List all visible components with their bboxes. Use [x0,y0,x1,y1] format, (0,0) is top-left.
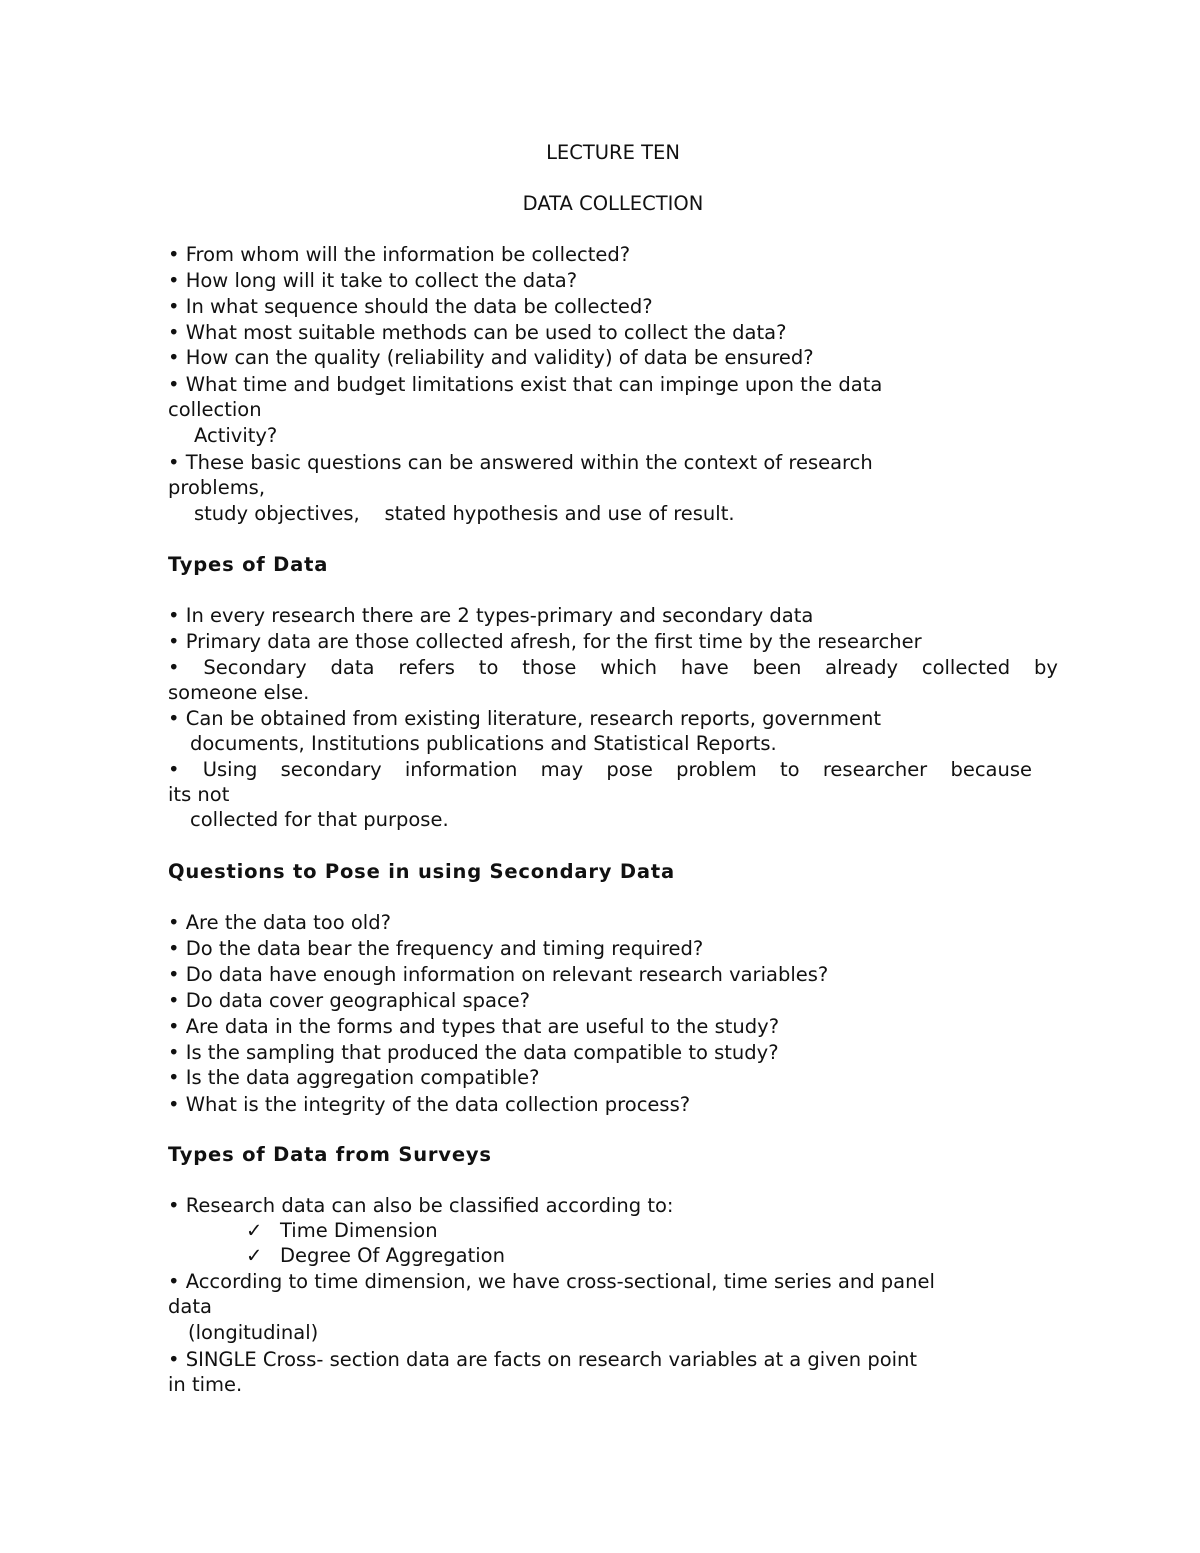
list-item: • Primary data are those collected afresh, for the first time by the researcher [168,630,922,653]
list-item: • Research data can also be classified according to: [168,1194,674,1217]
section-heading: Types of Data from Surveys [168,1143,492,1166]
word: pose [606,758,653,781]
list-item: collected for that purpose. [190,808,449,831]
word: by [1033,656,1058,679]
word: to [780,758,800,781]
intro-line: • What time and budget limitations exist that can impinge upon the data [168,373,883,396]
word: problem [676,758,757,781]
list-item: • According to time dimension, we have cross-sectional, time series and panel [168,1270,935,1293]
list-item: • SINGLE Cross- section data are facts on research variables at a given point [168,1348,918,1371]
intro-line: • What most suitable methods can be used to collect the data? [168,321,787,344]
word: to [478,656,499,679]
list-item: (longitudinal) [188,1321,319,1344]
word: collected [921,656,1011,679]
word: which [600,656,657,679]
word: Using [202,758,258,781]
list-item: someone else. [168,681,310,704]
word: been [752,656,802,679]
checklist-label: Time Dimension [280,1219,438,1242]
page-subtitle: DATA COLLECTION [522,192,704,215]
list-item: • In every research there are 2 types-primary and secondary data [168,604,814,627]
list-item: • Are the data too old? [168,911,391,934]
list-item: • Is the data aggregation compatible? [168,1066,540,1089]
word: refers [398,656,455,679]
check-icon: ✓ [246,1219,263,1242]
list-item: • Are data in the forms and types that are useful to the study? [168,1015,780,1038]
intro-line: • In what sequence should the data be collected? [168,295,653,318]
list-item: data [168,1295,212,1318]
word: have [680,656,729,679]
word: information [404,758,518,781]
intro-line: • From whom will the information be collected? [168,243,631,266]
list-item: • Can be obtained from existing literature, research reports, government [168,707,881,730]
intro-line: • These basic questions can be answered within the context of research [168,451,873,474]
word: data [330,656,375,679]
word: Secondary [203,656,307,679]
intro-line: study objectives, stated hypothesis and use of result. [194,502,735,525]
word: researcher [822,758,928,781]
justified-line [168,655,1058,681]
list-item: in time. [168,1373,243,1396]
word: • [168,656,180,679]
list-item: • Do the data bear the frequency and timing required? [168,937,704,960]
list-item: • What is the integrity of the data collection process? [168,1093,691,1116]
section-heading: Questions to Pose in using Secondary Data [168,860,675,883]
page-title: LECTURE TEN [546,141,680,164]
intro-line: problems, [168,476,266,499]
word: because [950,758,1032,781]
word: already [825,656,898,679]
checklist-item [246,1218,438,1244]
list-item: documents, Institutions publications and Statistical Reports. [190,732,777,755]
word: those [522,656,577,679]
word: secondary [280,758,382,781]
word: may [540,758,584,781]
list-item: • Do data have enough information on relevant research variables? [168,963,829,986]
list-item: • Do data cover geographical space? [168,989,531,1012]
list-item: its not [168,783,230,806]
check-icon: ✓ [246,1244,263,1267]
word: • [168,758,180,781]
intro-line: • How can the quality (reliability and validity) of data be ensured? [168,346,814,369]
intro-line: Activity? [194,424,278,447]
checklist-label: Degree Of Aggregation [280,1244,505,1267]
intro-line: collection [168,398,262,421]
intro-line: • How long will it take to collect the data? [168,269,578,292]
checklist-item [246,1243,505,1269]
list-item: • Is the sampling that produced the data compatible to study? [168,1041,779,1064]
justified-line [168,757,1032,783]
section-heading: Types of Data [168,553,329,576]
